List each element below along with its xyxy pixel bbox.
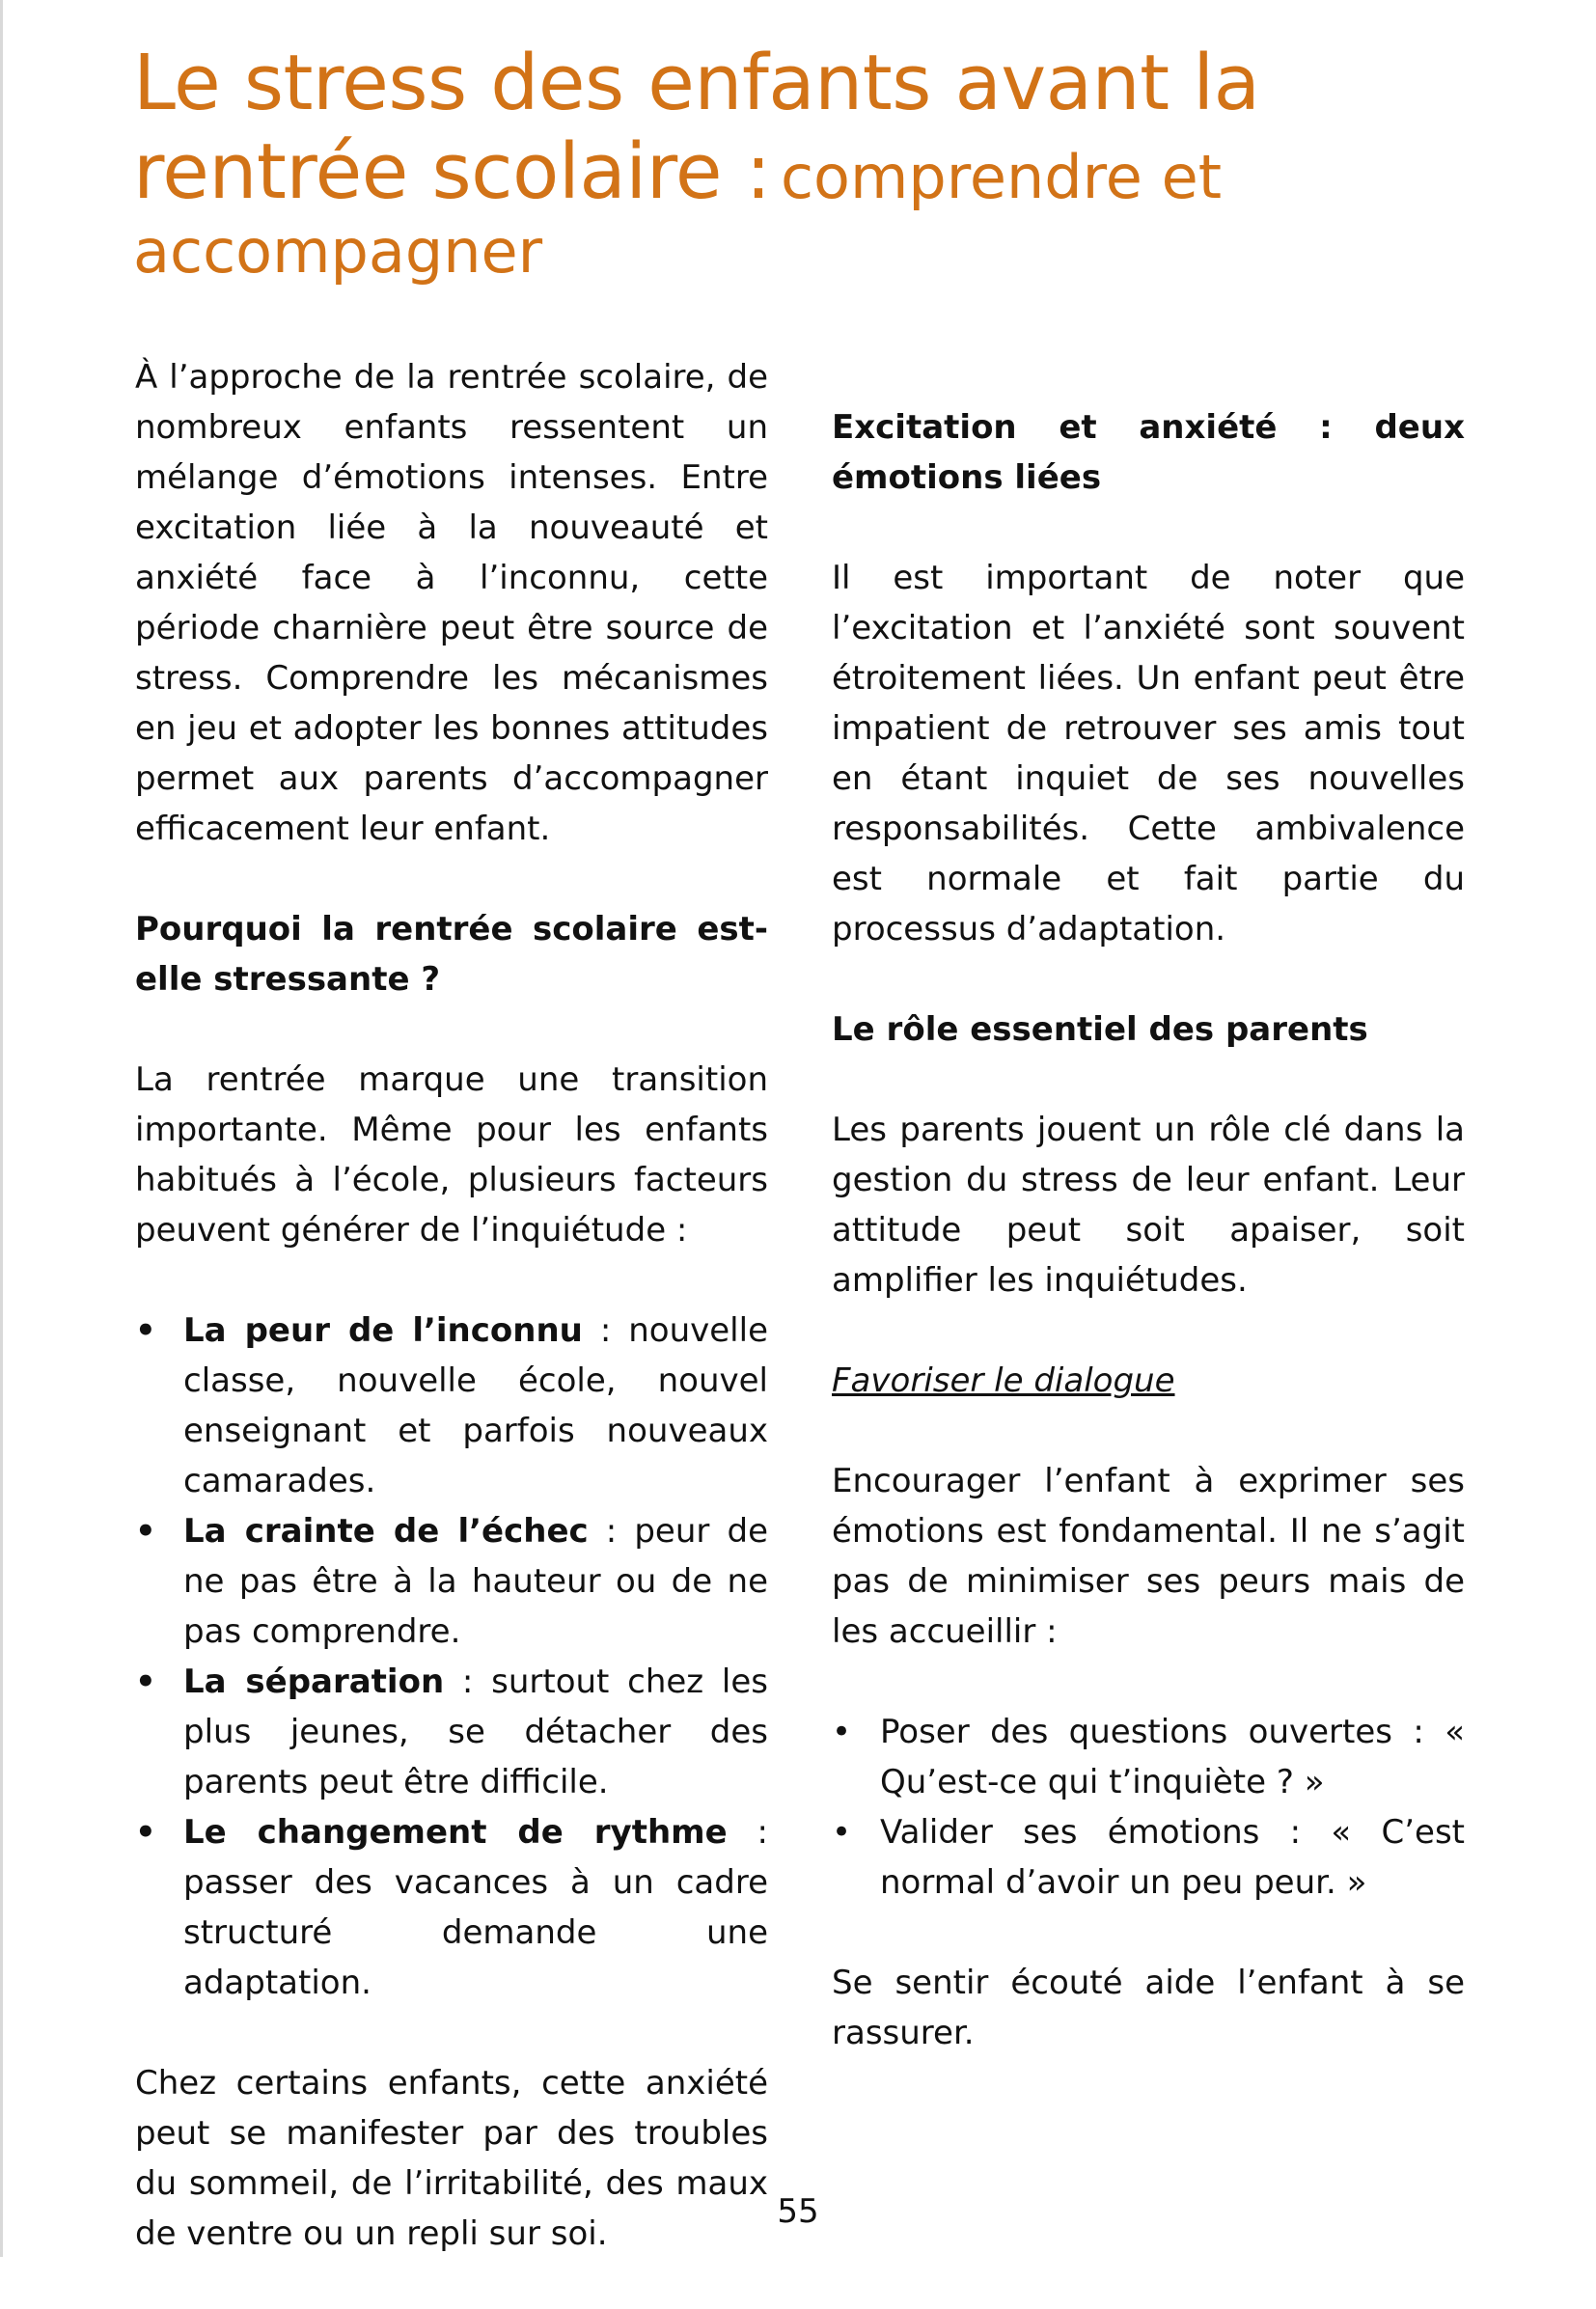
factor-lead: La peur de l’inconnu (183, 1311, 583, 1350)
excitation-paragraph: Il est important de noter que l’excitation et l’anxiété sont souvent étroitement liées. Un enfant peut être impatient de retrouver ses amis tout en étant inquiet de ses nouvelles responsabilités. Cette ambivalence est normale et fait partie du processus d’adaptation. (832, 559, 1465, 948)
conclusion-paragraph: Se sentir écouté aide l’enfant à se rassurer. (832, 1964, 1465, 2052)
factor-text: : surtout chez les plus jeunes, se détacher des parents peut être difficile. (183, 1663, 768, 1801)
list-item: • Poser des questions ouvertes : « Qu’est-ce qui t’inquiète ? » (832, 1707, 1465, 1807)
right-column (832, 402, 1465, 2108)
subheading-dialogue: Favoriser le dialogue (832, 1361, 1175, 1400)
dialogue-list (832, 1707, 1465, 1908)
left-column (135, 352, 768, 2309)
intro-paragraph: À l’approche de la rentrée scolaire, de nombreux enfants ressentent un mélange d’émotions intenses. Entre excitation liée à la nouveauté et anxiété face à l’inconnu, cette période charnière peut être source de stress. Comprendre les mécanismes en jeu et adopter les bonnes attitudes permet aux parents d’accompagner efficacement leur enfant. (135, 358, 768, 848)
stress-factors-list (135, 1306, 768, 2008)
list-item (135, 1657, 768, 1807)
factor-lead: La séparation (183, 1663, 445, 1701)
title-subtitle: comprendre et accompagner (133, 142, 1223, 287)
list-item: • Valider ses émotions : « C’est normal d’avoir un peu peur. » (832, 1807, 1465, 1908)
factor-text: : nouvelle classe, nouvelle école, nouvel enseignant et parfois nouveaux camarades. (183, 1311, 768, 1500)
factor-lead: Le changement de rythme (183, 1813, 728, 1852)
page-edge-line (0, 0, 3, 2257)
factor-text: : peur de ne pas être à la hauteur ou de ne pas comprendre. (183, 1512, 768, 1651)
dialogue-paragraph: Encourager l’enfant à exprimer ses émotions est fondamental. Il ne s’agit pas de minimiser ses peurs mais de les accueillir : (832, 1462, 1465, 1651)
parents-paragraph: Les parents jouent un rôle clé dans la gestion du stress de leur enfant. Leur attitude peut soit apaiser, soit amplifier les inquiétudes. (832, 1111, 1465, 1300)
list-item (135, 1807, 768, 2008)
transition-paragraph: La rentrée marque une transition importante. Même pour les enfants habitués à l’école, plusieurs facteurs peuvent générer de l’inquiétude : (135, 1060, 768, 1250)
heading-parents-role: Le rôle essentiel des parents (832, 1010, 1368, 1049)
page-title (133, 39, 1542, 287)
symptoms-paragraph: Chez certains enfants, cette anxiété peut se manifester par des troubles du sommeil, de l’irritabilité, des maux de ventre ou un repli sur soi. (135, 2064, 768, 2253)
factor-lead: La crainte de l’échec (183, 1512, 589, 1551)
heading-why-stressful: Pourquoi la rentrée scolaire est-elle stressante ? (135, 910, 768, 999)
list-item (135, 1506, 768, 1657)
heading-excitation-anxiety: Excitation et anxiété : deux émotions liées (832, 408, 1465, 497)
page-number: 55 (777, 2192, 819, 2231)
list-item (135, 1306, 768, 1506)
factor-text: : passer des vacances à un cadre structuré demande une adaptation. (183, 1813, 768, 2002)
title-main: Le stress des enfants avant la rentrée scolaire : (133, 39, 1260, 217)
